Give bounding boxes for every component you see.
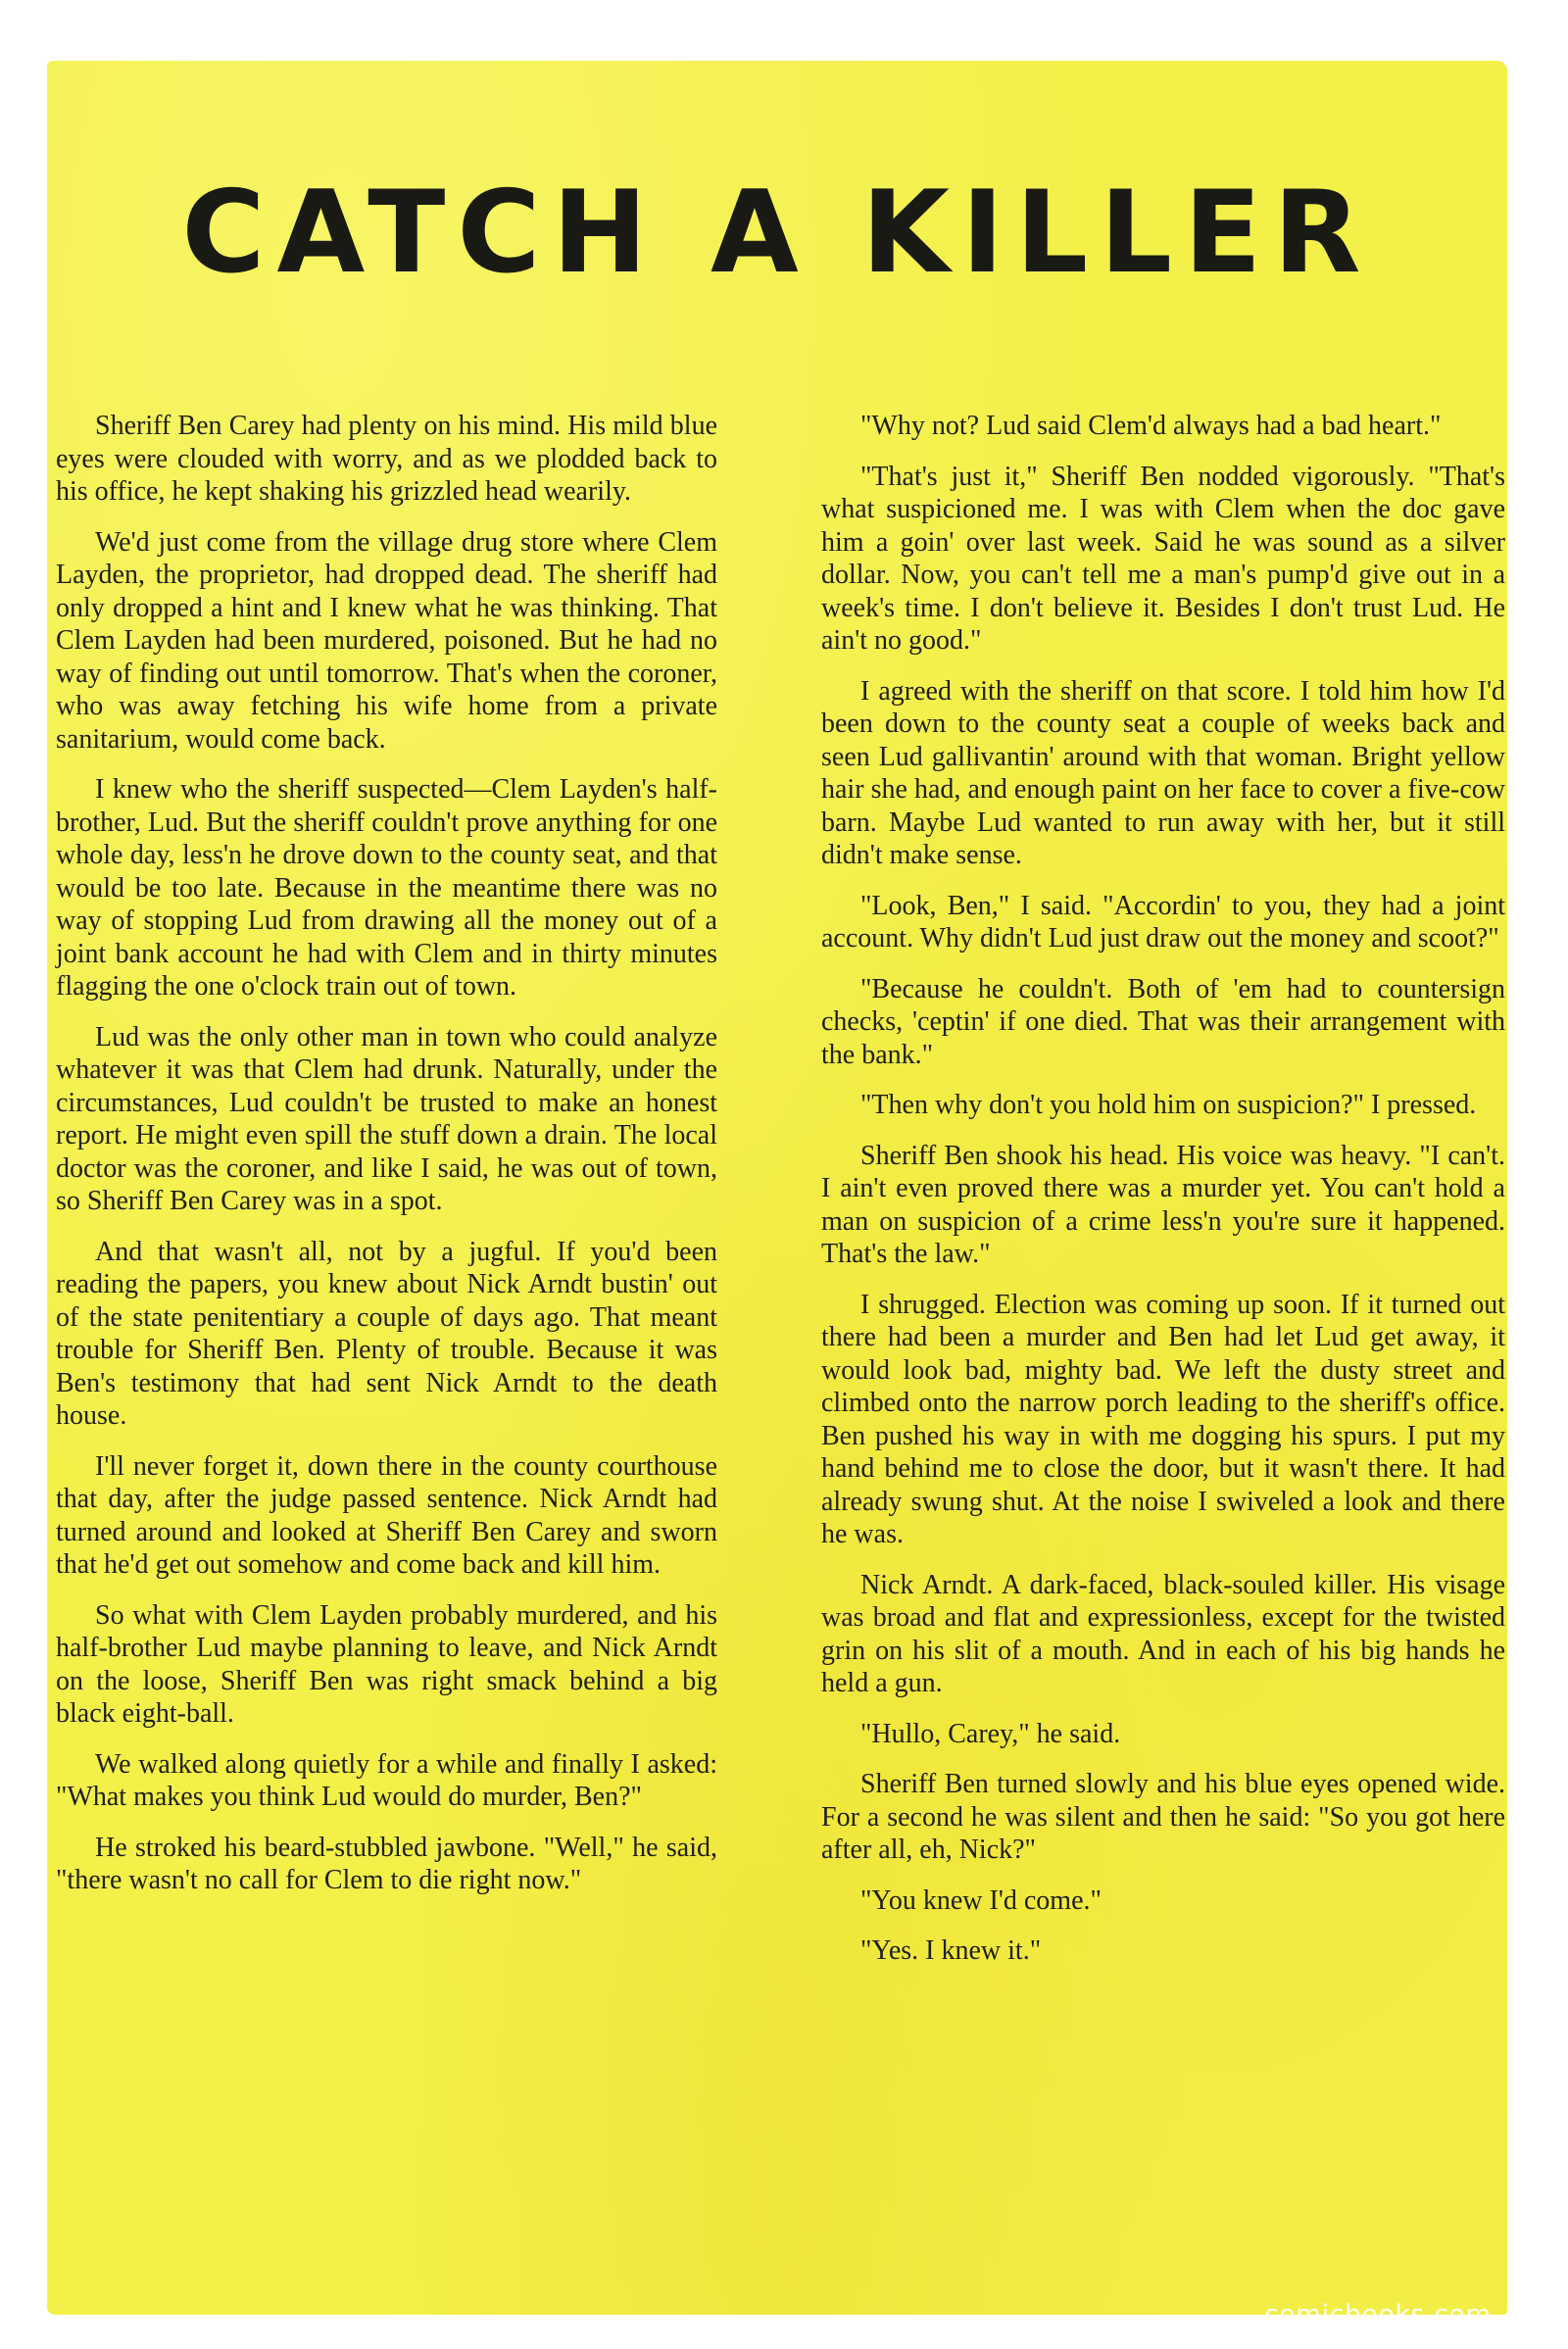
paragraph: We walked along quietly for a while and finally I asked: "What makes you think Lud would do murder, Ben?" <box>56 1748 717 1812</box>
paragraph: He stroked his beard-stubbled jawbone. "Well," he said, "there wasn't no call for Clem to die right now." <box>56 1832 717 1895</box>
paragraph: And that wasn't all, not by a jugful. If you'd been reading the papers, you knew about Nick Arndt bustin' out of the state penitentiary a couple of days ago. That meant trouble for Sheriff Ben. Plenty of trouble. Because it was Ben's testimony that had sent Nick Arndt to the death house. <box>56 1236 717 1431</box>
paragraph: I agreed with the sheriff on that score. I told him how I'd been down to the county seat a couple of weeks back and seen Lud gallivantin' around with that woman. Bright yellow hair she had, and enough paint on her face to cover a five-cow barn. Maybe Lud wanted to run away with her, but it still didn't make sense. <box>821 675 1505 870</box>
paragraph: Sheriff Ben Carey had plenty on his mind. His mild blue eyes were clouded with worry, and as we plodded back to his office, he kept shaking his grizzled head wearily. <box>56 411 717 507</box>
paragraph: Sheriff Ben turned slowly and his blue eyes opened wide. For a second he was silent and then he said: "So you got here after all, eh, Nick?" <box>821 1769 1505 1865</box>
left-text-column <box>56 410 717 1915</box>
paragraph: So what with Clem Layden probably murdered, and his half-brother Lud maybe planning to leave, and Nick Arndt on the loose, Sheriff Ben was right smack behind a big black eight-ball. <box>56 1599 717 1729</box>
paragraph: "That's just it," Sheriff Ben nodded vigorously. "That's what suspicioned me. I was with Clem when the doc gave him a goin' over last week. Said he was sound as a silver dollar. Now, you can't tell me a man's pump'd give out in a week's time. I don't believe it. Besides I don't trust Lud. He ain't no good." <box>821 461 1505 656</box>
paragraph: "Because he couldn't. Both of 'em had to countersign checks, 'ceptin' if one died. That was their arrangement with the bank." <box>821 973 1505 1070</box>
paragraph: "Look, Ben," I said. "Accordin' to you, they had a joint account. Why didn't Lud just draw out the money and scoot?" <box>821 890 1505 954</box>
paragraph: I'll never forget it, down there in the county courthouse that day, after the judge passed sentence. Nick Arndt had turned around and looked at Sheriff Ben Carey and sworn that he'd get out somehow and come back and kill him. <box>56 1450 717 1580</box>
paragraph: "You knew I'd come." <box>860 1884 1102 1916</box>
paragraph: I shrugged. Election was coming up soon. If it turned out there had been a murder and Ben had let Lud get away, it would look bad, mighty bad. We left the dusty street and climbed onto the narrow porch leading to the sheriff's office. Ben pushed his way in with me dogging his spurs. I put my hand behind me to close the door, but it wasn't there. It had already swung shut. At the noise I swiveled a look and there he was. <box>821 1289 1505 1549</box>
paragraph: I knew who the sheriff suspected—Clem Layden's half-brother, Lud. But the sheriff couldn't prove anything for one whole day, less'n he drove down to the county seat, and that would be too late. Because in the meantime there was no way of stopping Lud from drawing all the money out of a joint bank account he had with Clem and in thirty minutes flagging the one o'clock train out of town. <box>56 774 717 1002</box>
paragraph: Lud was the only other man in town who could analyze whatever it was that Clem had drunk. Naturally, under the circumstances, Lud couldn't be trusted to make an honest report. He might even spill the stuff down a drain. The local doctor was the coroner, and like I said, he was out of town, so Sheriff Ben Carey was in a spot. <box>56 1021 717 1216</box>
story-title: CATCH A KILLER <box>181 167 1373 299</box>
paragraph: "Then why don't you hold him on suspicion?" I pressed. <box>860 1090 1477 1120</box>
paragraph: Sheriff Ben shook his head. His voice was heavy. "I can't. I ain't even proved there was a murder yet. You can't hold a man on suspicion of a crime less'n you're sure it happened. That's the law." <box>821 1140 1505 1269</box>
paragraph: "Why not? Lud said Clem'd always had a bad heart." <box>860 411 1442 441</box>
paragraph: "Yes. I knew it." <box>860 1935 1042 1966</box>
paragraph: We'd just come from the village drug store where Clem Layden, the proprietor, had dropped dead. The sheriff had only dropped a hint and I knew what he was thinking. That Clem Layden had been murdered, poisoned. But he had no way of finding out until tomorrow. That's when the coroner, who was away fetching his wife home from a private sanitarium, would come back. <box>56 526 717 755</box>
paragraph: Nick Arndt. A dark-faced, black-souled killer. His visage was broad and flat and expressionless, except for the twisted grin on his slit of a mouth. And in each of his big hands he held a gun. <box>821 1569 1505 1698</box>
site-watermark: comicbooks.com <box>1264 2300 1492 2329</box>
paragraph: "Hullo, Carey," he said. <box>860 1718 1121 1749</box>
right-text-column <box>821 410 1505 1985</box>
